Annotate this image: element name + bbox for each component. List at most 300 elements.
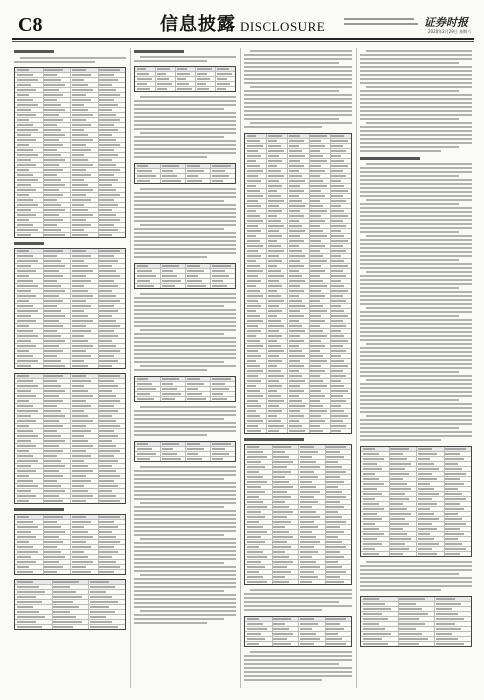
table-cell — [44, 420, 59, 422]
table-cell — [247, 551, 263, 553]
table-cell — [247, 225, 258, 227]
text-line — [244, 106, 352, 108]
text-line — [134, 333, 224, 335]
table-cell — [162, 270, 173, 272]
table-cell — [17, 154, 38, 156]
table-cell — [247, 280, 262, 282]
table-cell — [390, 503, 402, 505]
table-cell — [17, 516, 29, 518]
text-line — [134, 341, 236, 343]
table-cell — [247, 145, 263, 147]
text-line — [360, 62, 459, 64]
table-cell — [310, 265, 321, 267]
table-cell — [247, 536, 261, 538]
table-cell — [268, 255, 279, 257]
text-line — [134, 546, 236, 548]
table-cell — [326, 481, 344, 483]
table-cell — [310, 390, 321, 392]
table-cell — [99, 480, 114, 482]
text-line — [134, 498, 236, 500]
table-cell — [289, 385, 300, 387]
table-cell — [326, 511, 338, 513]
table-cell — [17, 320, 36, 322]
table-cell — [399, 603, 416, 605]
table-cell — [268, 305, 279, 307]
table-cell — [72, 521, 91, 523]
table-cell — [44, 114, 59, 116]
table-row — [15, 499, 125, 503]
text-line — [244, 601, 339, 603]
table-cell — [72, 169, 87, 171]
table-cell — [247, 170, 263, 172]
table-cell — [72, 149, 91, 151]
text-line — [366, 50, 472, 52]
table-cell — [273, 471, 291, 473]
table-cell — [268, 325, 284, 327]
section-heading — [14, 242, 44, 245]
table-cell — [268, 335, 283, 337]
table-cell — [331, 235, 344, 237]
text-line — [134, 216, 236, 218]
table-cell — [44, 400, 63, 402]
text-line — [134, 554, 236, 556]
table-cell — [99, 224, 114, 226]
table-cell — [72, 425, 87, 427]
table-cell — [331, 245, 342, 247]
table-cell — [268, 380, 279, 382]
table-cell — [436, 603, 461, 605]
text-line — [244, 110, 352, 112]
table-cell — [247, 250, 258, 252]
table-cell — [99, 184, 111, 186]
table-cell — [99, 255, 114, 257]
table-cell — [157, 68, 171, 70]
text-line — [140, 56, 236, 58]
text-line — [360, 581, 472, 583]
table-cell — [399, 643, 418, 645]
table-cell — [99, 410, 118, 412]
table-cell — [99, 390, 111, 392]
table-cell — [418, 503, 437, 505]
table-cell — [99, 159, 111, 161]
table-cell — [326, 556, 344, 558]
table-cell — [289, 290, 304, 292]
table-cell — [44, 270, 59, 272]
table-cell — [53, 606, 78, 608]
text-line — [360, 375, 472, 377]
table-cell — [99, 340, 111, 342]
table-cell — [247, 466, 265, 468]
table-cell — [310, 290, 321, 292]
table-cell — [289, 325, 302, 327]
data-table — [134, 376, 236, 402]
table-cell — [99, 94, 120, 96]
table-cell — [247, 220, 263, 222]
table-cell — [268, 135, 283, 137]
table-cell — [17, 445, 36, 447]
table-cell — [268, 260, 283, 262]
table-cell — [289, 230, 305, 232]
table-cell — [72, 495, 93, 497]
text-line — [20, 57, 126, 59]
text-line — [360, 110, 472, 112]
table-cell — [445, 463, 457, 465]
text-line — [134, 252, 236, 254]
table-cell — [212, 378, 231, 380]
table-cell — [300, 521, 314, 523]
table-cell — [72, 455, 91, 457]
text-line — [134, 357, 236, 359]
table-cell — [247, 581, 267, 583]
table-cell — [300, 516, 320, 518]
table-cell — [44, 144, 63, 146]
text-line — [360, 395, 472, 397]
table-cell — [445, 473, 466, 475]
table-cell — [363, 638, 382, 640]
text-line — [134, 526, 236, 528]
table-cell — [326, 546, 346, 548]
table-cell — [72, 164, 93, 166]
table-cell — [72, 109, 89, 111]
table-cell — [363, 463, 378, 465]
table-cell — [326, 451, 340, 453]
data-table — [244, 133, 352, 434]
table-cell — [90, 616, 107, 618]
text-line — [134, 614, 236, 616]
table-cell — [137, 73, 149, 75]
table-cell — [268, 290, 278, 292]
table-cell — [289, 390, 304, 392]
table-cell — [162, 175, 177, 177]
table-cell — [273, 536, 293, 538]
table-cell — [268, 315, 278, 317]
table-cell — [137, 170, 152, 172]
text-line — [134, 256, 207, 258]
text-line — [360, 207, 472, 209]
table-cell — [273, 451, 285, 453]
table-cell — [99, 154, 118, 156]
table-cell — [390, 538, 411, 540]
section-heading — [14, 50, 54, 53]
table-cell — [326, 466, 342, 468]
table-cell — [44, 465, 65, 467]
table-row — [245, 642, 351, 646]
table-cell — [268, 425, 284, 427]
table-cell — [44, 470, 59, 472]
text-line — [366, 163, 472, 165]
table-cell — [418, 553, 437, 555]
table-cell — [273, 551, 285, 553]
text-line — [244, 82, 352, 84]
text-line — [134, 200, 224, 202]
table-cell — [187, 265, 200, 267]
data-table — [14, 67, 126, 238]
table-cell — [247, 618, 259, 620]
table-cell — [247, 365, 260, 367]
table-cell — [418, 523, 433, 525]
table-cell — [72, 380, 91, 382]
table-cell — [300, 456, 312, 458]
text-line — [360, 411, 472, 413]
table-cell — [331, 170, 342, 172]
table-cell — [72, 224, 91, 226]
table-cell — [310, 155, 323, 157]
table-cell — [390, 508, 407, 510]
table-cell — [17, 430, 34, 432]
table-cell — [289, 310, 300, 312]
table-cell — [289, 265, 304, 267]
text-line — [360, 435, 472, 437]
table-cell — [390, 448, 409, 450]
table-cell — [268, 375, 284, 377]
table-cell — [273, 526, 285, 528]
text-line — [244, 70, 352, 72]
table-cell — [72, 174, 91, 176]
data-table — [134, 66, 236, 92]
table-cell — [99, 209, 111, 211]
table-cell — [99, 315, 111, 317]
table-cell — [99, 546, 114, 548]
table-cell — [162, 378, 179, 380]
table-cell — [212, 275, 229, 277]
table-cell — [247, 566, 265, 568]
table-cell — [289, 220, 299, 222]
table-cell — [289, 425, 302, 427]
table-cell — [17, 380, 34, 382]
table-cell — [53, 596, 81, 598]
table-cell — [72, 159, 89, 161]
table-cell — [247, 295, 263, 297]
table-cell — [289, 395, 299, 397]
table-cell — [310, 190, 321, 192]
table-cell — [331, 310, 344, 312]
table-cell — [17, 490, 32, 492]
table-cell — [289, 375, 302, 377]
table-cell — [273, 496, 291, 498]
table-cell — [300, 576, 318, 578]
table-cell — [17, 234, 32, 236]
text-line — [366, 307, 472, 309]
table-cell — [99, 526, 118, 528]
table-cell — [247, 461, 261, 463]
text-line — [134, 470, 236, 472]
table-cell — [44, 415, 65, 417]
table-cell — [247, 135, 257, 137]
table-cell — [99, 435, 118, 437]
column-3 — [244, 48, 352, 688]
table-cell — [187, 458, 202, 460]
table-cell — [99, 199, 114, 201]
data-table — [360, 446, 472, 557]
table-cell — [137, 398, 154, 400]
text-line — [360, 387, 472, 389]
table-cell — [72, 470, 93, 472]
data-table — [134, 263, 236, 289]
table-cell — [326, 486, 338, 488]
table-cell — [99, 250, 120, 252]
text-line — [250, 651, 352, 653]
table-cell — [99, 385, 118, 387]
table-cell — [390, 488, 411, 490]
table-cell — [331, 220, 342, 222]
table-cell — [44, 214, 59, 216]
table-cell — [418, 468, 439, 470]
table-cell — [326, 446, 346, 448]
text-line — [250, 589, 352, 591]
table-cell — [212, 453, 229, 455]
table-cell — [363, 448, 375, 450]
table-cell — [418, 488, 435, 490]
table-cell — [363, 533, 384, 535]
table-cell — [72, 99, 91, 101]
table-cell — [137, 285, 154, 287]
table-cell — [310, 280, 323, 282]
table-cell — [17, 340, 32, 342]
table-cell — [331, 330, 341, 332]
text-line — [360, 263, 472, 265]
table-cell — [17, 335, 38, 337]
table-cell — [390, 528, 402, 530]
table-cell — [390, 473, 409, 475]
table-cell — [44, 350, 63, 352]
text-line — [360, 223, 472, 225]
table-cell — [273, 541, 287, 543]
table-cell — [72, 420, 93, 422]
table-cell — [72, 405, 91, 407]
table-cell — [268, 355, 279, 357]
table-cell — [247, 400, 258, 402]
table-cell — [17, 265, 32, 267]
text-line — [360, 439, 441, 441]
table-cell — [331, 265, 347, 267]
table-cell — [44, 224, 56, 226]
table-cell — [99, 335, 118, 337]
text-line — [366, 199, 472, 201]
table-cell — [17, 255, 34, 257]
table-cell — [445, 543, 462, 545]
table-cell — [17, 199, 34, 201]
table-cell — [72, 84, 89, 86]
table-cell — [331, 315, 347, 317]
table-cell — [72, 395, 93, 397]
text-line — [360, 589, 441, 591]
table-cell — [326, 521, 346, 523]
table-cell — [289, 160, 300, 162]
table-cell — [273, 581, 289, 583]
table-cell — [157, 78, 169, 80]
table-cell — [177, 83, 189, 85]
table-cell — [273, 556, 289, 558]
table-cell — [162, 285, 175, 287]
table-cell — [99, 74, 114, 76]
table-cell — [300, 471, 314, 473]
table-cell — [310, 145, 325, 147]
table-cell — [268, 215, 278, 217]
table-cell — [162, 448, 173, 450]
text-line — [250, 122, 352, 124]
table-cell — [247, 205, 262, 207]
text-line — [360, 211, 472, 213]
table-cell — [99, 295, 116, 297]
table-cell — [72, 330, 91, 332]
table-cell — [44, 445, 59, 447]
table-cell — [90, 596, 112, 598]
table-cell — [162, 265, 179, 267]
text-line — [134, 305, 224, 307]
table-cell — [331, 415, 347, 417]
table-cell — [399, 638, 427, 640]
table-cell — [289, 245, 299, 247]
table-cell — [363, 628, 385, 630]
section-heading — [244, 438, 304, 441]
table-cell — [247, 380, 262, 382]
table-cell — [187, 170, 204, 172]
table-cell — [331, 140, 347, 142]
table-cell — [418, 513, 435, 515]
table-cell — [247, 140, 260, 142]
table-cell — [268, 345, 281, 347]
table-cell — [44, 410, 61, 412]
text-line — [140, 574, 236, 576]
table-cell — [137, 88, 151, 90]
table-cell — [72, 74, 91, 76]
table-cell — [99, 450, 120, 452]
table-cell — [268, 210, 283, 212]
table-cell — [289, 210, 300, 212]
table-cell — [331, 300, 346, 302]
table-cell — [273, 481, 289, 483]
table-cell — [289, 225, 302, 227]
table-cell — [44, 74, 56, 76]
table-cell — [268, 365, 278, 367]
table-cell — [331, 160, 344, 162]
text-line — [244, 90, 339, 92]
table-cell — [44, 69, 63, 71]
table-cell — [310, 235, 326, 237]
table-cell — [310, 170, 325, 172]
table-cell — [99, 280, 114, 282]
table-cell — [247, 155, 262, 157]
table-cell — [268, 155, 279, 157]
table-cell — [363, 518, 382, 520]
table-cell — [247, 531, 267, 533]
table-cell — [17, 124, 34, 126]
text-line — [360, 183, 472, 185]
text-line — [134, 482, 236, 484]
table-cell — [310, 230, 323, 232]
text-line — [244, 62, 339, 64]
table-cell — [72, 325, 87, 327]
table-cell — [268, 295, 281, 297]
table-cell — [187, 275, 198, 277]
table-cell — [268, 270, 281, 272]
table-cell — [44, 536, 59, 538]
text-line — [360, 303, 472, 305]
table-cell — [44, 526, 61, 528]
text-line — [360, 203, 459, 205]
text-line — [360, 175, 459, 177]
table-cell — [247, 430, 262, 432]
table-cell — [72, 355, 91, 357]
table-cell — [445, 513, 457, 515]
text-line — [134, 410, 236, 412]
table-cell — [217, 78, 228, 80]
table-cell — [247, 210, 257, 212]
data-table — [134, 441, 236, 462]
text-line — [244, 605, 352, 607]
table-cell — [44, 129, 61, 131]
table-cell — [418, 498, 433, 500]
